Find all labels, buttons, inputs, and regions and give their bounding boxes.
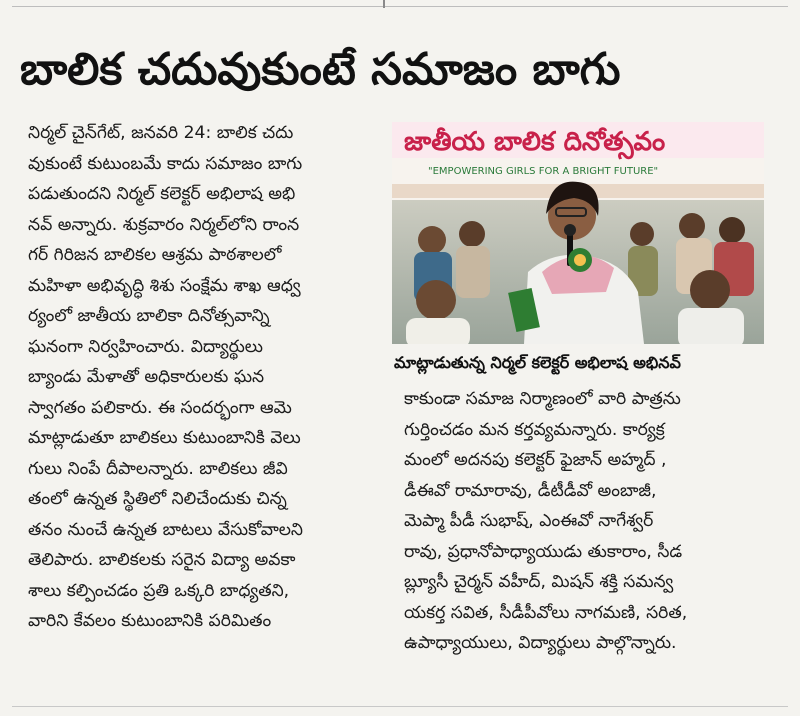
right-line: బ్ల్యూసీ చైర్మన్ వహీద్, మిషన్ శక్తి సమన్వ <box>404 572 674 592</box>
right-line: మంలో అదనపు కలెక్టర్ ఫైజాన్ అహ్మద్ , <box>404 450 667 470</box>
right-line: మెప్మా పీడీ సుభాష్, ఎంఈవో నాగేశ్వర్ <box>404 511 654 531</box>
top-rule <box>12 6 788 7</box>
bottom-rule <box>12 706 788 707</box>
banner-title: జాతీయ బాలిక దినోత్సవం <box>404 127 666 157</box>
left-line: శాలు కల్పించడం ప్రతి ఒక్కరి బాధ్యతని, <box>28 580 290 601</box>
left-line: తంలో ఉన్నత స్థితిలో నిలిచేందుకు చిన్న <box>28 489 287 509</box>
right-column-text <box>404 384 766 659</box>
right-line: యకర్త సవిత, సీడీపీవోలు నాగమణి, సరిత, <box>404 602 688 623</box>
left-line: నవ్ అన్నారు. శుక్రవారం నిర్మల్‌లోని రాంన <box>28 214 300 235</box>
left-line: ర్యంలో జాతీయ బాలికా దినోత్సవాన్ని <box>28 306 270 326</box>
top-column-tick <box>383 0 385 8</box>
event-photo <box>392 122 764 344</box>
left-line: మహిళా అభివృద్ధి శిశు సంక్షేమ శాఖ ఆధ్వ <box>28 275 301 296</box>
right-line: రావు, ప్రధానోపాధ్యాయుడు తుకారాం, సీడ <box>404 541 683 562</box>
left-line: మాట్లాడుతూ బాలికలు కుటుంబానికి వెలు <box>28 428 301 448</box>
right-line: డీఈవో రామారావు, డీటీడీవో అంబాజీ, <box>404 480 657 501</box>
left-line: బ్యాండు మేళాతో అధికారులకు ఘన <box>28 367 265 387</box>
banner-subtitle: "EMPOWERING GIRLS FOR A BRIGHT FUTURE" <box>428 166 659 177</box>
left-line: గర్ గిరిజన బాలికల ఆశ్రమ పాఠశాలలో <box>28 245 282 265</box>
left-line: పడుతుందని నిర్మల్ కలెక్టర్ అభిలాష అభి <box>28 184 296 204</box>
right-line: గుర్తించడం మన కర్తవ్యమన్నారు. కార్యక్ర <box>404 419 665 440</box>
left-column-text <box>28 118 390 637</box>
headline: బాలిక చదువుకుంటే సమాజం బాగు <box>20 44 621 95</box>
left-line: వారిని కేవలం కుటుంబానికి పరిమితం <box>28 611 272 631</box>
left-line: నిర్మల్ చైన్‌గేట్, జనవరి 24: బాలిక చదు <box>28 123 294 143</box>
photo-caption: మాట్లాడుతున్న నిర్మల్ కలెక్టర్ అభిలాష అభినవ్ <box>394 353 681 372</box>
right-line: ఉపాధ్యాయులు, విద్యార్థులు పాల్గొన్నారు. <box>404 633 677 653</box>
left-line: స్వాగతం పలికారు. ఈ సందర్భంగా ఆమె <box>28 397 292 418</box>
left-line: తనం నుంచే ఉన్నత బాటలు వేసుకోవాలని <box>28 519 303 540</box>
left-line: ఘనంగా నిర్వహించారు. విద్యార్థులు <box>28 336 263 357</box>
right-line: కాకుండా సమాజ నిర్మాణంలో వారి పాత్రను <box>404 389 681 409</box>
left-line: వుకుంటే కుటుంబమే కాదు సమాజం బాగు <box>28 153 303 174</box>
left-line: తెలిపారు. బాలికలకు సరైన విద్యా అవకా <box>28 550 296 570</box>
left-line: గులు నింపే దీపాలన్నారు. బాలికలు జీవి <box>28 458 288 479</box>
